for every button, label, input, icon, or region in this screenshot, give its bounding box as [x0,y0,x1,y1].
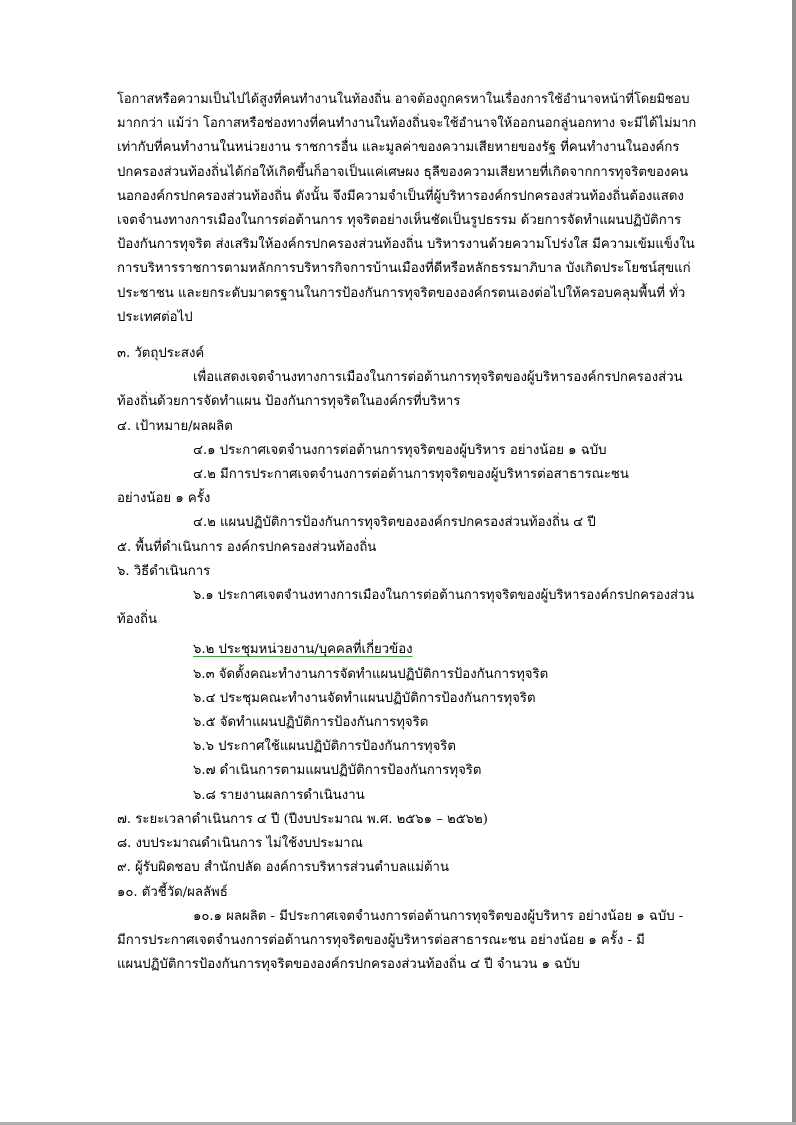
method-item: ๖.๑ ประกาศเจตจำนงทางการเมืองในการต่อต้านการทุจริตของผู้บริหารองค์กรปกครองส่วน [193,588,695,604]
section-area [117,536,697,560]
intro-line: การบริหารราชการตามหลักการบริหารกิจการบ้านเมืองที่ดีหรือหลักธรรมาภิบาล บังเกิดประโยชน์สุขแก่ [117,261,691,277]
section-indicators [117,881,697,978]
section-budget [117,832,697,856]
document-body [117,88,697,977]
section-heading: ๖. วิธีดำเนินการ [117,563,211,579]
section-gap [117,330,697,342]
indicator-item: ๑๐.๑ ผลผลิต - มีประกาศเจตจำนงการต่อต้านการทุจริตของผู้บริหาร อย่างน้อย ๑ ฉบับ - [193,908,684,924]
intro-line: ประชาชน และยกระดับมาตรฐานในการป้องกันการทุจริตขององค์กรตนเองต่อไปให้ครอบคลุมพื้นที่ ทั่ว [117,285,686,301]
section-duration [117,808,697,832]
intro-line: เท่ากับที่คนทำงานในหน่วยงาน ราชการอื่น และมูลค่าของความเสียหายของรัฐ ที่คนทำงานในองค์กร [117,140,680,156]
method-item: ๖.๘ รายงานผลการดำเนินงาน [193,787,365,803]
method-item-text: ๖.๒ ประชุมหน่วยงาน/บุคคลที่เกี่ยวข้อง [193,642,413,658]
target-item: ๔.๒ แผนปฏิบัติการป้องกันการทุจริตขององค์กรปกครองส่วนท้องถิ่น ๔ ปี [193,515,596,531]
intro-line: ปกครองส่วนท้องถิ่นได้ก่อให้เกิดขึ้นก็อาจเป็นแค่เศษผง ธุลีของความเสียหายที่เกิดจากการทุจริตของคน [117,164,689,180]
indicator-item-continuation: มีการประกาศเจตจำนงการต่อต้านการทุจริตของผู้บริหารต่อสาธารณะชน อย่างน้อย ๑ ครั้ง - มี [117,932,645,948]
page-edge-right [792,0,796,1125]
method-item: ๖.๔ ประชุมคณะทำงานจัดทำแผนปฏิบัติการป้องกันการทุจริต [193,690,536,706]
section-methods [117,560,697,808]
section-heading: ๓. วัตถุประสงค์ [117,346,205,362]
method-item: ๖.๓ จัดตั้งคณะทำงานการจัดทำแผนปฏิบัติการป้องกันการทุจริต [193,666,549,682]
method-item [117,638,697,662]
section-body-line: ท้องถิ่นด้วยการจัดทำแผน ป้องกันการทุจริตในองค์กรที่บริหาร [117,394,461,410]
intro-line: ประเทศต่อไป [117,309,193,325]
method-item: ๖.๗ ดำเนินการตามแผนปฏิบัติการป้องกันการทุจริต [193,763,482,779]
intro-paragraph [117,88,697,330]
intro-line: นอกองค์กรปกครองส่วนท้องถิ่น ดังนั้น จึงมีความจำเป็นที่ผู้บริหารองค์กรปกครองส่วนท้องถิ่นต้องแสดง [117,188,684,204]
section-heading: ๑๐. ตัวชี้วัด/ผลลัพธ์ [117,884,228,900]
method-item-continuation: ท้องถิ่น [117,612,158,628]
target-item-continuation: อย่างน้อย ๑ ครั้ง [117,491,211,507]
section-objectives [117,342,697,415]
target-item: ๔.๑ ประกาศเจตจำนงการต่อต้านการทุจริตของผู้บริหาร อย่างน้อย ๑ ฉบับ [193,442,607,458]
section-heading: ๕. พื้นที่ดำเนินการ องค์กรปกครองส่วนท้องถิ่น [117,539,377,555]
intro-line: มากกว่า แม้ว่า โอกาสหรือช่องทางที่คนทำงานในท้องถิ่นจะใช้อำนาจให้ออกนอกลู่นอกทาง จะมีได้ไม่มาก [117,116,697,132]
method-item: ๖.๕ จัดทำแผนปฏิบัติการป้องกันการทุจริต [193,715,429,731]
section-heading: ๗. ระยะเวลาดำเนินการ ๔ ปี (ปีงบประมาณ พ.ศ. ๒๕๖๑ – ๒๕๖๒) [117,811,488,827]
section-responsible [117,856,697,880]
method-item: ๖.๖ ประกาศใช้แผนปฏิบัติการป้องกันการทุจริต [193,739,456,755]
section-heading: ๔. เป้าหมาย/ผลผลิต [117,418,233,434]
section-heading: ๘. งบประมาณดำเนินการ ไม่ใช้งบประมาณ [117,836,363,852]
section-heading: ๙. ผู้รับผิดชอบ สำนักปลัด องค์การบริหารส่วนตำบลแม่ต้าน [117,860,449,876]
intro-line: ป้องกันการทุจริต ส่งเสริมให้องค์กรปกครองส่วนท้องถิ่น บริหารงานด้วยความโปร่งใส มีความเข้มแข็งใน [117,237,695,253]
indicator-item-continuation: แผนปฏิบัติการป้องกันการทุจริตขององค์กรปกครองส่วนท้องถิ่น ๔ ปี จำนวน ๑ ฉบับ [117,957,580,973]
target-item: ๔.๒ มีการประกาศเจตจำนงการต่อต้านการทุจริตของผู้บริหารต่อสาธารณะชน [193,467,629,483]
section-targets [117,415,697,536]
intro-line: เจตจำนงทางการเมืองในการต่อต้านการ ทุจริตอย่างเห็นชัดเป็นรูปธรรม ด้วยการจัดทำแผนปฏิบัติการ [117,213,682,229]
section-body-line: เพื่อแสดงเจตจำนงทางการเมืองในการต่อต้านการทุจริตของผู้บริหารองค์กรปกครองส่วน [193,370,683,386]
intro-line: โอกาสหรือความเป็นไปได้สูงที่คนทำงานในท้องถิ่น อาจต้องถูกครหาในเรื่องการใช้อำนาจหน้าที่โดยมิชอบ [117,92,690,107]
